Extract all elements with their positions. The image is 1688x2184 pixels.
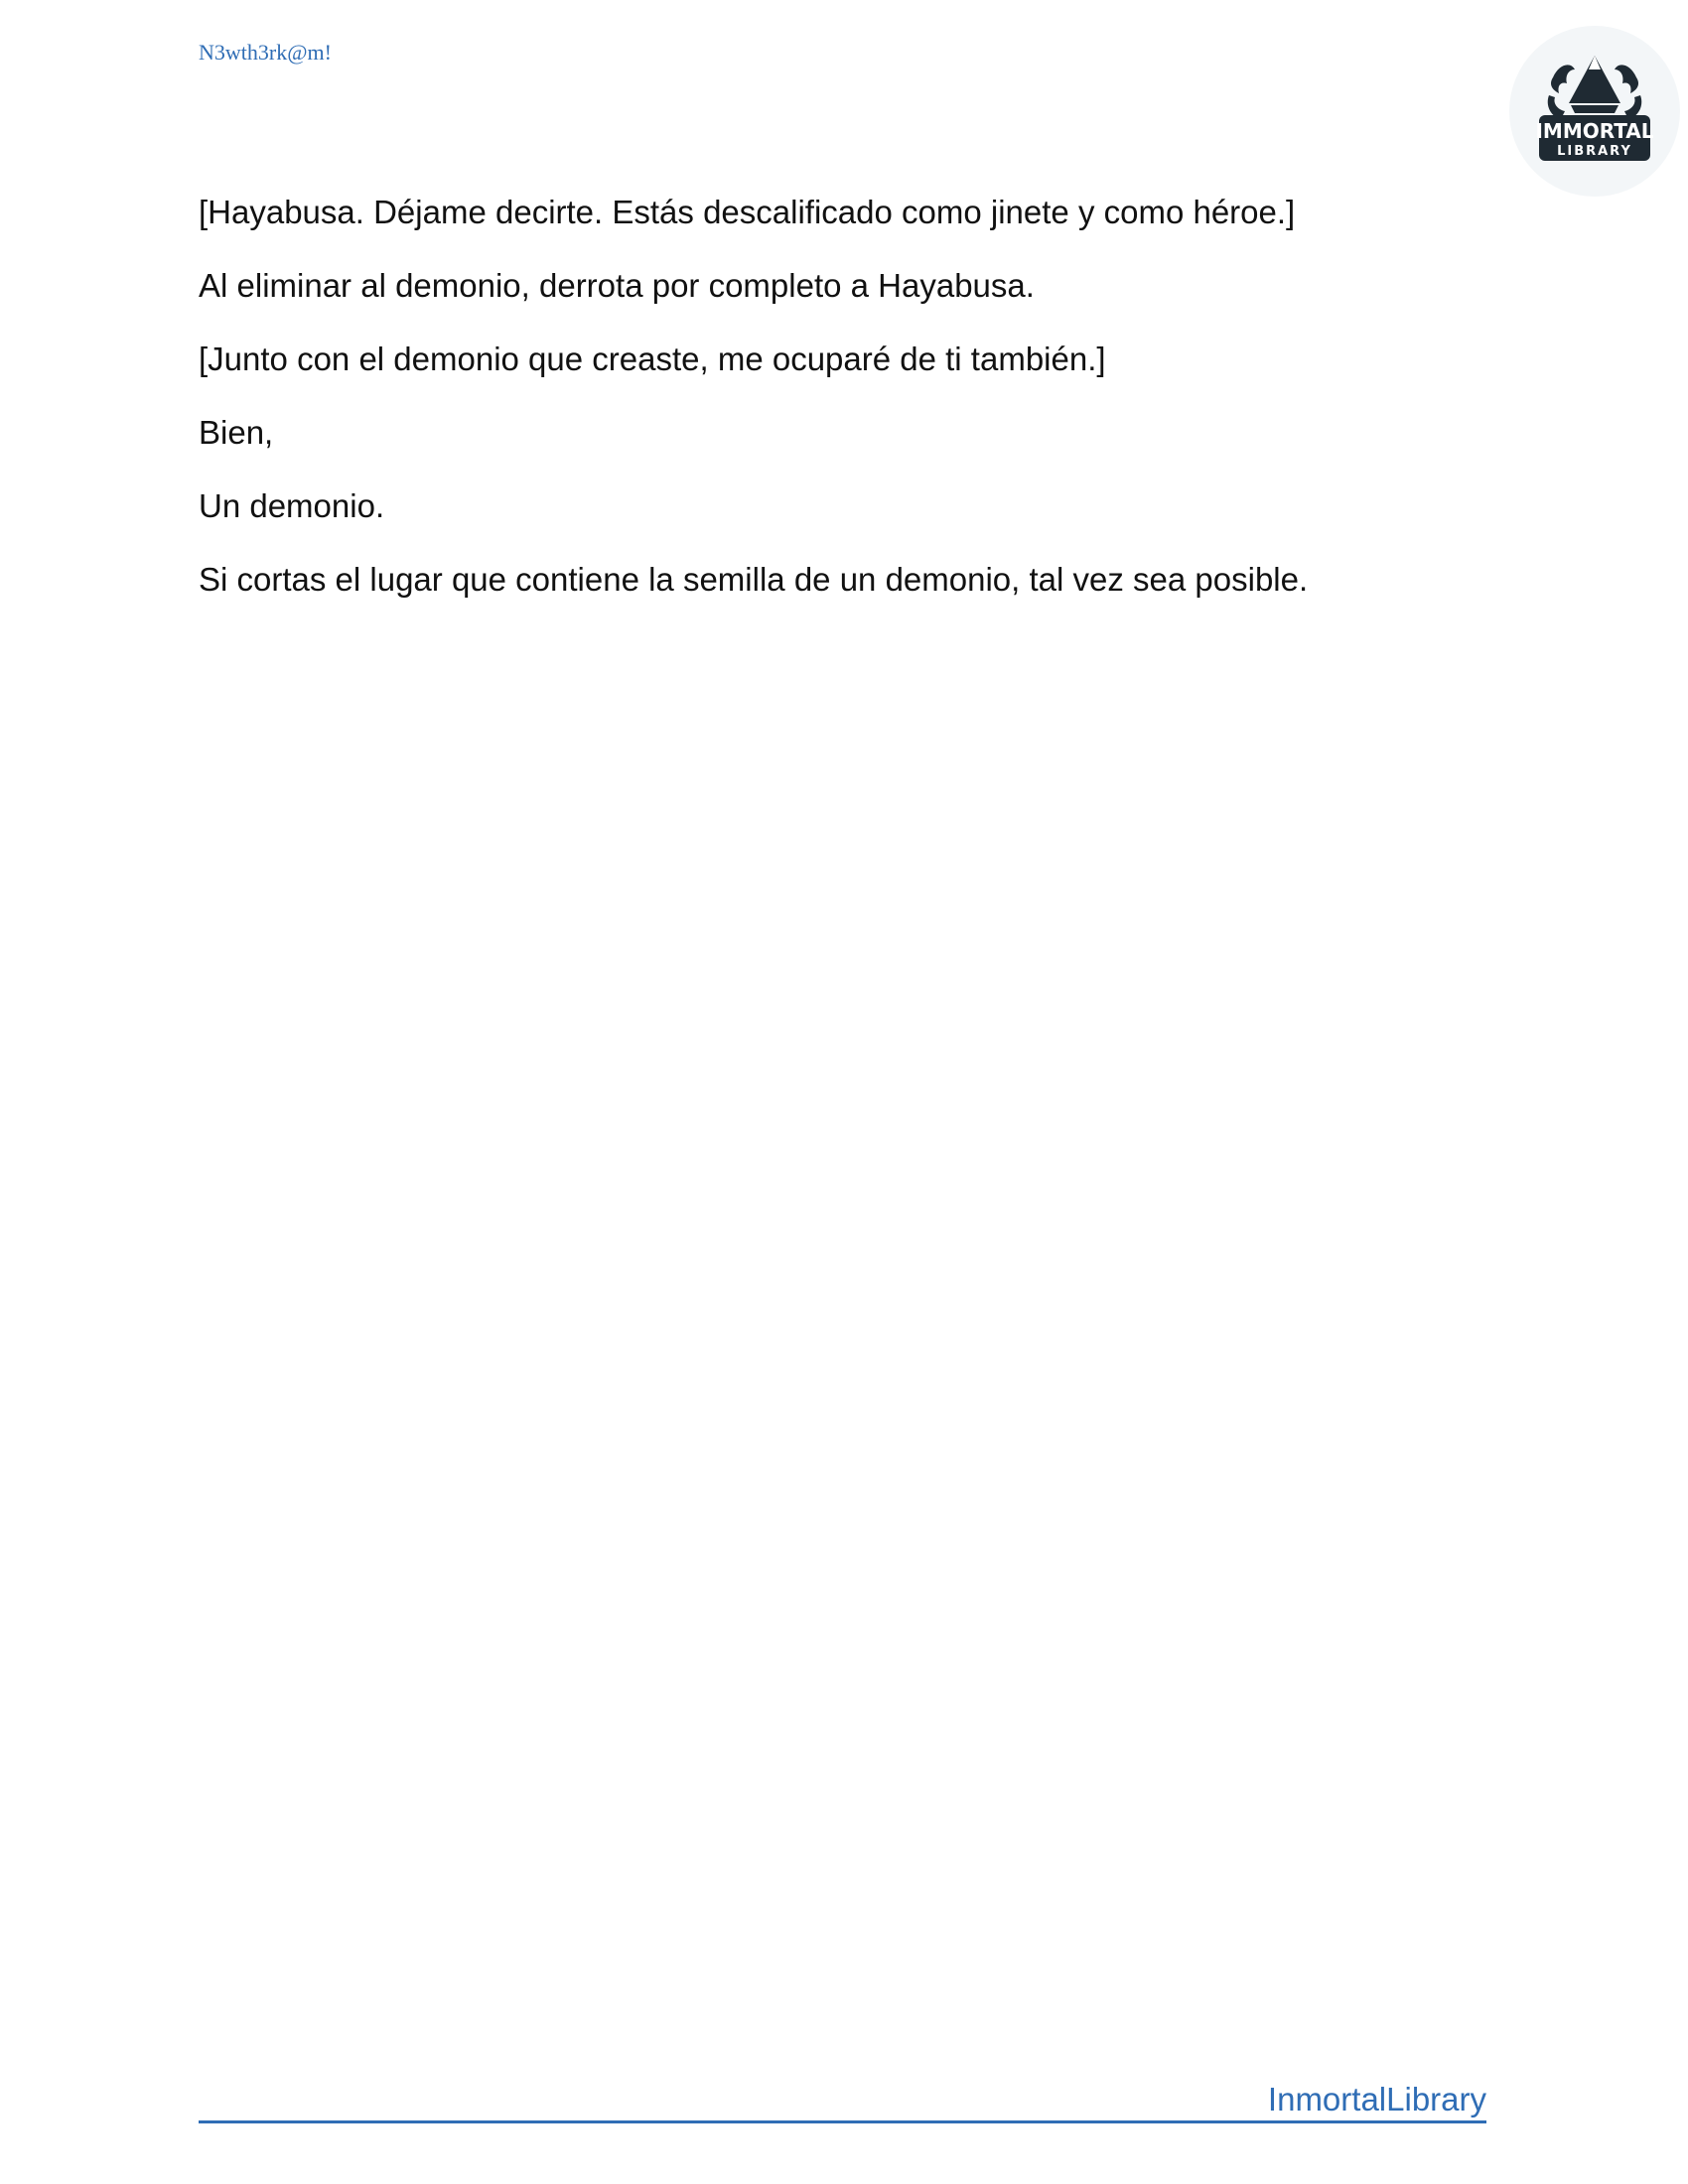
logo-line2: LIBRARY <box>1557 144 1632 159</box>
footer-link[interactable]: InmortalLibrary <box>1267 2081 1486 2117</box>
paragraph: Si cortas el lugar que contiene la semilla de un demonio, tal vez sea posible. <box>199 561 1309 598</box>
paragraph: [Junto con el demonio que creaste, me ocuparé de ti también.] <box>199 341 1106 377</box>
paragraph: [Hayabusa. Déjame decirte. Estás descalificado como jinete y como héroe.] <box>199 194 1296 230</box>
header-tag: N3wth3rk@m! <box>199 40 332 65</box>
logo-line1: IMMORTAL <box>1535 119 1654 143</box>
immortal-library-logo-icon <box>1509 26 1680 197</box>
immortal-library-logo <box>1509 26 1680 197</box>
paragraph: Al eliminar al demonio, derrota por completo a Hayabusa. <box>199 267 1035 304</box>
paragraph: Bien, <box>199 414 274 451</box>
footer <box>199 2073 1486 2123</box>
paragraph: Un demonio. <box>199 487 385 524</box>
document-body <box>199 195 1489 635</box>
